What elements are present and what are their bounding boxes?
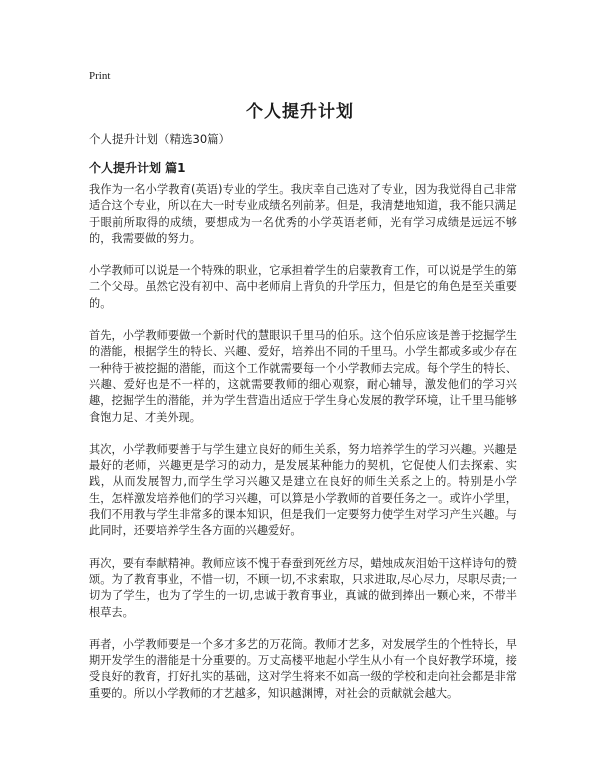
paragraph-6: 再者，小学教师要是一个多才多艺的万花筒。教师才艺多，对发展学生的个性特长，早期开发学生的潜能是十分重要的。万丈高楼平地起小学生从小有一个良好教学环境，接受良好的教育，打好扎实的基础，这对学生将来不如高一级的学校和走向社会都是非常重要的。所以小学教师的才艺越多，知识越渊博，对社会的贡献就会越大。 (89, 637, 517, 700)
page-title: 个人提升计划 (246, 102, 354, 122)
article-body (89, 182, 517, 718)
section-heading: 个人提升计划 篇1 (89, 161, 186, 175)
print-link[interactable]: Print (89, 70, 111, 82)
paragraph-3: 首先，小学教师要做一个新时代的慧眼识千里马的伯乐。这个伯乐应该是善于挖掘学生的潜能，根据学生的特长、兴趣、爱好，培养出不同的千里马。小学生都或多或少存在一种待于被挖掘的潜能，而这个工作就需要每一个小学教师去完成。每个学生的特长、兴趣、爱好也是不一样的，这就需要教师的细心观察，耐心辅导，激发他们的学习兴趣，挖掘学生的潜能，并为学生营造出适应于学生身心发展的教学环境，让千里马能够食饱力足、才美外现。 (89, 329, 517, 424)
paragraph-4: 其次，小学教师要善于与学生建立良好的师生关系，努力培养学生的学习兴趣。兴趣是最好的老师，兴趣更是学习的动力，是发展某种能力的契机，它促使人们去探索、实践，从而发展智力,而学生学习兴趣又是建立在良好的师生关系之上的。特别是小学生，怎样激发培养他们的学习兴趣，可以算是小学教师的首要任务之一。或许小学里，我们不用教与学生非常多的课本知识，但是我们一定要努力使学生对学习产生兴趣。与此同时，还要培养学生各方面的兴趣爱好。 (89, 442, 517, 538)
paragraph-2: 小学教师可以说是一个特殊的职业，它承担着学生的启蒙教育工作，可以说是学生的第二个父母。虽然它没有初中、高中老师肩上背负的升学压力，但是它的角色是至关重要的。 (89, 264, 517, 310)
paragraph-5: 再次，要有奉献精神。教师应该不愧于春蚕到死丝方尽，蜡烛成灰泪始干这样诗句的赞颂。为了教育事业，不惜一切，不顾一切,不求索取，只求进取,尽心尽力，尽职尽责;一切为了学生，也为了学生的一切,忠诚于教育事业，真诚的做到捧出一颗心来，不带半根草去。 (89, 556, 517, 619)
paragraph-1: 我作为一名小学教育(英语)专业的学生。我庆幸自己选对了专业，因为我觉得自己非常适合这个专业，所以在大一时专业成绩名列前茅。但是，我清楚地知道，我不能只满足于眼前所取得的成绩，要想成为一名优秀的小学英语老师，光有学习成绩是远远不够的，我需要做的努力。 (89, 183, 517, 245)
document-subtitle: 个人提升计划（精选30篇） (89, 132, 231, 146)
